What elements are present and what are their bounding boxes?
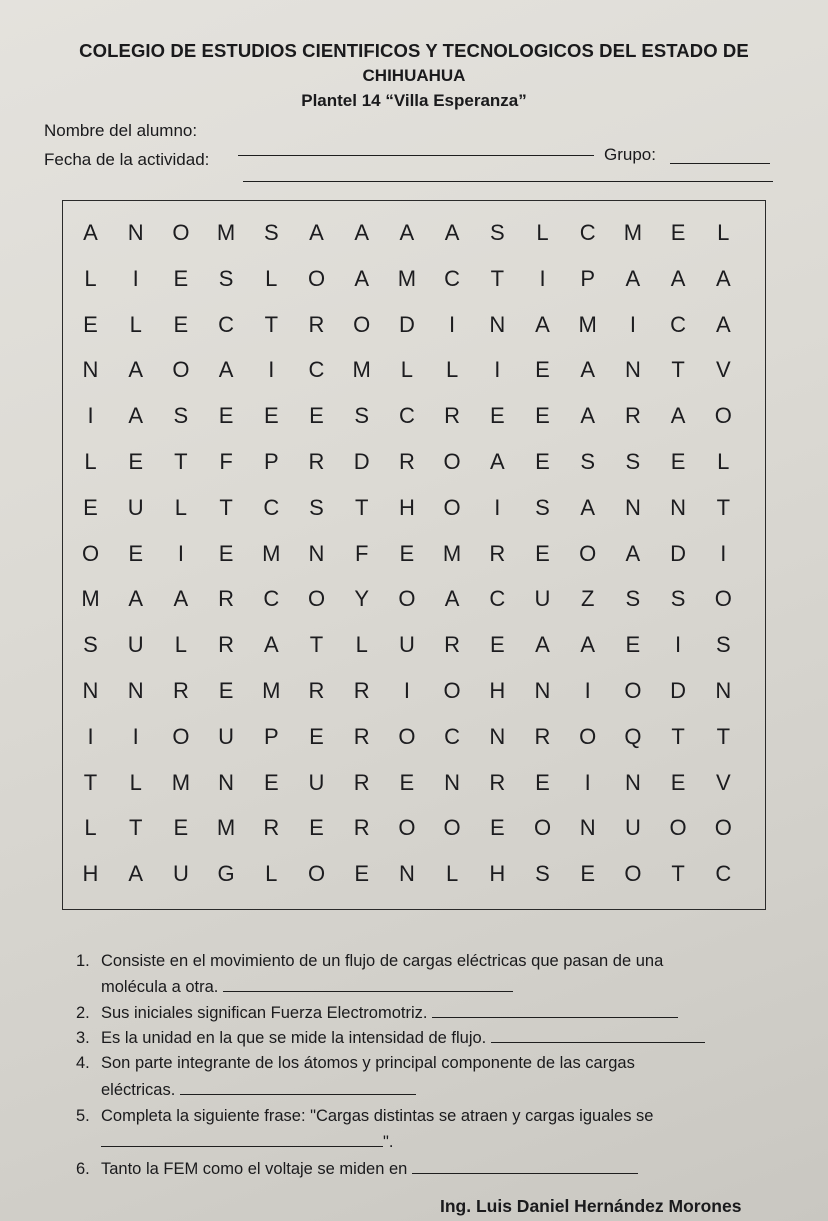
word-search-letter[interactable]: E bbox=[399, 540, 415, 566]
word-search-letter[interactable]: I bbox=[403, 678, 410, 703]
group-line[interactable] bbox=[670, 163, 770, 164]
word-search-letter[interactable]: R bbox=[218, 632, 235, 658]
word-search-letter[interactable]: O bbox=[624, 861, 642, 887]
word-search-letter[interactable]: I bbox=[584, 678, 591, 703]
word-search-letter[interactable]: A bbox=[580, 403, 596, 429]
word-search-letter[interactable]: I bbox=[177, 540, 184, 566]
word-search-letter[interactable]: A bbox=[444, 586, 460, 612]
question-text: Consiste en el movimiento de un flujo de cargas eléctricas que pasan de una bbox=[101, 952, 664, 970]
word-search-letter[interactable]: A bbox=[580, 632, 596, 658]
word-search-letter[interactable]: A bbox=[354, 265, 370, 291]
answer-blank-5[interactable] bbox=[101, 1145, 383, 1147]
question-number: 1. bbox=[76, 952, 90, 970]
word-search-letter[interactable]: O bbox=[624, 678, 642, 703]
word-search-letter[interactable]: C bbox=[715, 861, 732, 887]
word-search-letter[interactable]: C bbox=[444, 723, 461, 749]
word-search-letter[interactable]: L bbox=[174, 632, 188, 658]
word-search-letter[interactable]: T bbox=[716, 494, 731, 520]
word-search-letter[interactable]: A bbox=[535, 311, 550, 337]
word-search-letter[interactable]: U bbox=[218, 723, 235, 749]
word-search-letter[interactable]: E bbox=[309, 723, 324, 749]
word-search-letter[interactable]: S bbox=[580, 449, 596, 474]
word-search-letter[interactable]: A bbox=[128, 861, 144, 887]
word-search-letter[interactable]: R bbox=[398, 449, 415, 474]
question-3 bbox=[76, 1029, 705, 1048]
word-search-letter[interactable]: I bbox=[494, 357, 501, 383]
question-text: Completa la siguiente frase: "Cargas distintas se atraen y cargas iguales se bbox=[101, 1107, 654, 1125]
word-search-row bbox=[62, 305, 766, 345]
word-search-letter[interactable]: S bbox=[715, 632, 731, 658]
word-search-letter[interactable]: A bbox=[670, 265, 686, 291]
word-search-letter[interactable]: T bbox=[354, 494, 369, 520]
word-search-letter[interactable]: R bbox=[353, 678, 370, 703]
word-search-letter[interactable]: A bbox=[444, 220, 460, 245]
question-1-continuation bbox=[101, 978, 513, 997]
word-search-letter[interactable]: T bbox=[174, 449, 188, 474]
word-search-letter[interactable]: A bbox=[489, 449, 505, 474]
word-search-letter[interactable]: I bbox=[132, 265, 139, 291]
word-search-letter[interactable]: C bbox=[579, 220, 596, 245]
word-search-letter[interactable]: U bbox=[398, 632, 415, 658]
word-search-letter[interactable]: C bbox=[444, 265, 461, 291]
word-search-letter[interactable]: R bbox=[444, 403, 461, 429]
word-search-letter[interactable]: S bbox=[309, 494, 324, 520]
word-search-letter[interactable]: R bbox=[489, 540, 506, 566]
word-search-letter[interactable]: N bbox=[624, 494, 641, 520]
student-name-line[interactable] bbox=[238, 155, 594, 156]
word-search-letter[interactable]: M bbox=[578, 311, 597, 337]
word-search-letter[interactable]: R bbox=[353, 815, 370, 841]
word-search-letter[interactable]: L bbox=[265, 861, 278, 887]
word-search-letter[interactable]: O bbox=[714, 586, 732, 612]
word-search-letter[interactable]: M bbox=[262, 540, 281, 566]
word-search-letter[interactable]: A bbox=[399, 220, 415, 245]
word-search-letter[interactable]: L bbox=[84, 815, 97, 841]
word-search-letter[interactable]: T bbox=[671, 723, 685, 749]
word-search-letter[interactable]: I bbox=[449, 311, 456, 337]
word-search-letter[interactable]: E bbox=[83, 494, 98, 520]
word-search-letter[interactable]: A bbox=[128, 586, 144, 612]
answer-blank-4[interactable] bbox=[180, 1093, 416, 1095]
word-search-letter[interactable]: N bbox=[444, 769, 461, 795]
word-search-letter[interactable]: O bbox=[307, 265, 326, 291]
word-search-letter[interactable]: S bbox=[218, 265, 234, 291]
word-search-letter[interactable]: A bbox=[625, 540, 641, 566]
word-search-letter[interactable]: U bbox=[172, 861, 189, 887]
word-search-letter[interactable]: O bbox=[398, 586, 416, 612]
word-search-letter[interactable]: H bbox=[489, 861, 506, 887]
word-search-letter[interactable]: L bbox=[84, 449, 97, 474]
word-search-letter[interactable]: E bbox=[535, 769, 550, 795]
word-search-letter[interactable]: O bbox=[172, 220, 190, 245]
word-search-letter[interactable]: R bbox=[308, 678, 325, 703]
word-search-letter[interactable]: E bbox=[173, 815, 189, 841]
word-search-letter[interactable]: N bbox=[127, 678, 144, 703]
word-search-letter[interactable]: O bbox=[307, 586, 326, 612]
word-search-letter[interactable]: R bbox=[444, 632, 461, 658]
word-search-letter[interactable]: N bbox=[398, 861, 415, 887]
word-search-letter[interactable]: Z bbox=[580, 586, 595, 612]
word-search-letter[interactable]: N bbox=[624, 357, 641, 383]
word-search-letter[interactable]: R bbox=[218, 586, 235, 612]
word-search-letter[interactable]: A bbox=[625, 265, 641, 291]
word-search-letter[interactable]: S bbox=[83, 632, 98, 658]
word-search-letter[interactable]: O bbox=[172, 357, 190, 383]
word-search-letter[interactable]: E bbox=[535, 403, 550, 429]
group-label: Grupo: bbox=[604, 145, 656, 164]
word-search-letter[interactable]: E bbox=[489, 403, 505, 429]
word-search-letter[interactable]: C bbox=[489, 586, 506, 612]
question-text-continuation: molécula a otra. bbox=[101, 978, 219, 996]
word-search-letter[interactable]: I bbox=[87, 403, 94, 429]
word-search-letter[interactable]: A bbox=[580, 494, 596, 520]
word-search-letter[interactable]: E bbox=[535, 449, 550, 474]
word-search-letter[interactable]: A bbox=[535, 632, 550, 658]
answer-blank-6[interactable] bbox=[412, 1172, 638, 1174]
word-search-letter[interactable]: O bbox=[307, 861, 326, 887]
school-name: COLEGIO DE ESTUDIOS CIENTIFICOS Y TECNOLOGICOS DEL ESTADO DE bbox=[79, 40, 749, 61]
word-search-row bbox=[62, 854, 766, 894]
word-search-letter[interactable]: M bbox=[216, 220, 236, 245]
word-search-letter[interactable]: P bbox=[263, 723, 279, 749]
word-search-letter[interactable]: L bbox=[84, 265, 97, 291]
word-search-letter[interactable]: S bbox=[489, 220, 505, 245]
word-search-letter[interactable]: D bbox=[353, 449, 370, 474]
word-search-letter[interactable]: T bbox=[716, 723, 731, 749]
word-search-letter[interactable]: O bbox=[398, 723, 416, 749]
word-search-row bbox=[62, 625, 766, 665]
word-search-letter[interactable]: O bbox=[443, 678, 461, 703]
word-search-letter[interactable]: N bbox=[308, 540, 325, 566]
word-search-row bbox=[62, 717, 766, 757]
word-search-letter[interactable]: L bbox=[265, 265, 278, 291]
word-search-row bbox=[62, 350, 766, 390]
answer-blank-2[interactable] bbox=[432, 1016, 678, 1018]
word-search-letter[interactable]: A bbox=[715, 311, 731, 337]
campus-name: Plantel 14 “Villa Esperanza” bbox=[301, 91, 527, 110]
word-search-letter[interactable]: N bbox=[218, 769, 235, 795]
word-search-letter[interactable]: E bbox=[128, 449, 144, 474]
word-search-letter[interactable]: C bbox=[218, 311, 235, 337]
question-2 bbox=[76, 1004, 678, 1023]
word-search-letter[interactable]: D bbox=[670, 540, 687, 566]
word-search-letter[interactable]: U bbox=[127, 632, 144, 658]
word-search-letter[interactable]: O bbox=[533, 815, 552, 841]
word-search-letter[interactable]: U bbox=[624, 815, 641, 841]
word-search-letter[interactable]: L bbox=[129, 311, 142, 337]
word-search-letter[interactable]: U bbox=[127, 494, 144, 520]
word-search-letter[interactable]: H bbox=[82, 861, 99, 887]
word-search-row bbox=[62, 579, 766, 619]
word-search-letter[interactable]: A bbox=[263, 632, 279, 658]
word-search-letter[interactable]: M bbox=[623, 220, 643, 245]
word-search-letter[interactable]: I bbox=[629, 311, 636, 337]
word-search-letter[interactable]: O bbox=[714, 815, 732, 841]
word-search-letter[interactable]: T bbox=[128, 815, 143, 841]
question-5-continuation bbox=[101, 1133, 393, 1152]
word-search-letter[interactable]: N bbox=[127, 220, 144, 245]
word-search-letter[interactable]: N bbox=[82, 357, 99, 383]
word-search-letter[interactable]: A bbox=[173, 586, 189, 612]
question-text: Es la unidad en la que se mide la intensidad de flujo. bbox=[101, 1029, 487, 1047]
question-text-continuation: eléctricas. bbox=[101, 1081, 176, 1099]
answer-blank-1[interactable] bbox=[223, 990, 513, 992]
word-search-letter[interactable]: N bbox=[715, 678, 732, 703]
word-search-letter[interactable]: U bbox=[534, 586, 551, 612]
word-search-letter[interactable]: S bbox=[625, 449, 641, 474]
word-search-letter[interactable]: E bbox=[399, 769, 415, 795]
word-search-letter[interactable]: O bbox=[172, 723, 190, 749]
word-search-letter[interactable]: R bbox=[489, 769, 506, 795]
word-search-letter[interactable]: L bbox=[445, 861, 459, 887]
word-search-letter[interactable]: E bbox=[173, 311, 189, 337]
question-number: 6. bbox=[76, 1160, 90, 1178]
word-search-letter[interactable]: C bbox=[263, 586, 280, 612]
student-name-label: Nombre del alumno: bbox=[44, 121, 198, 140]
question-1 bbox=[76, 952, 663, 971]
word-search-letter[interactable]: L bbox=[129, 769, 142, 795]
word-search-letter[interactable]: R bbox=[308, 311, 325, 337]
word-search-letter[interactable]: E bbox=[309, 815, 324, 841]
word-search-letter[interactable]: I bbox=[268, 357, 275, 383]
word-search-letter[interactable]: O bbox=[443, 815, 461, 841]
word-search-row bbox=[62, 808, 766, 848]
word-search-letter[interactable]: C bbox=[670, 311, 687, 337]
word-search-letter[interactable]: D bbox=[670, 678, 687, 703]
word-search-letter[interactable]: R bbox=[353, 769, 370, 795]
word-search-letter[interactable]: T bbox=[671, 357, 685, 383]
word-search-letter[interactable]: A bbox=[128, 357, 144, 383]
word-search-letter[interactable]: I bbox=[132, 723, 139, 749]
word-search-letter[interactable]: Q bbox=[624, 723, 642, 749]
word-search-letter[interactable]: E bbox=[263, 403, 279, 429]
question-number: 5. bbox=[76, 1107, 90, 1125]
word-search-row bbox=[62, 442, 766, 482]
question-4 bbox=[76, 1054, 635, 1073]
word-search-letter[interactable]: O bbox=[398, 815, 416, 841]
word-search-letter[interactable]: O bbox=[443, 494, 461, 520]
word-search-letter[interactable]: E bbox=[83, 311, 98, 337]
question-number: 4. bbox=[76, 1054, 90, 1072]
word-search-letter[interactable]: F bbox=[354, 540, 369, 566]
word-search-letter[interactable]: E bbox=[218, 678, 234, 703]
state-name: CHIHUAHUA bbox=[362, 66, 466, 85]
word-search-letter[interactable]: V bbox=[715, 357, 731, 383]
word-search-letter[interactable]: E bbox=[625, 632, 641, 658]
word-search-letter[interactable]: N bbox=[489, 723, 506, 749]
word-search-letter[interactable]: T bbox=[309, 632, 324, 658]
teacher-signature: Ing. Luis Daniel Hernández Morones bbox=[440, 1196, 742, 1216]
word-search-letter[interactable]: S bbox=[173, 403, 189, 429]
date-label: Fecha de la actividad: bbox=[44, 150, 210, 169]
word-search-letter[interactable]: C bbox=[308, 357, 325, 383]
word-search-letter[interactable]: L bbox=[445, 357, 459, 383]
word-search-row bbox=[62, 488, 766, 528]
word-search-row bbox=[62, 534, 766, 574]
word-search-letter[interactable]: H bbox=[489, 678, 506, 703]
word-search-letter[interactable]: I bbox=[584, 769, 591, 795]
word-search-letter[interactable]: R bbox=[263, 815, 280, 841]
word-search-letter[interactable]: A bbox=[309, 220, 324, 245]
word-search-letter[interactable]: T bbox=[671, 861, 685, 887]
word-search-letter[interactable]: I bbox=[494, 494, 501, 520]
word-search-letter[interactable]: A bbox=[354, 220, 370, 245]
word-search-row bbox=[62, 259, 766, 299]
word-search-letter[interactable]: T bbox=[490, 265, 505, 291]
word-search-letter[interactable]: E bbox=[535, 540, 550, 566]
word-search-letter[interactable]: E bbox=[263, 769, 279, 795]
word-search-letter[interactable]: O bbox=[714, 403, 732, 429]
word-search-letter[interactable]: S bbox=[535, 494, 550, 520]
word-search-letter[interactable]: S bbox=[354, 403, 370, 429]
word-search-row bbox=[62, 671, 766, 711]
word-search-letter[interactable]: M bbox=[397, 265, 417, 291]
word-search-letter[interactable]: O bbox=[579, 723, 597, 749]
word-search-letter[interactable]: R bbox=[534, 723, 551, 749]
word-search-letter[interactable]: R bbox=[353, 723, 370, 749]
word-search-letter[interactable]: A bbox=[218, 357, 234, 383]
word-search-letter[interactable]: M bbox=[171, 769, 191, 795]
word-search-letter[interactable]: S bbox=[670, 586, 686, 612]
word-search-letter[interactable]: R bbox=[624, 403, 641, 429]
word-search-letter[interactable]: L bbox=[174, 494, 188, 520]
word-search-letter[interactable]: A bbox=[83, 220, 98, 245]
word-search-letter[interactable]: P bbox=[580, 265, 596, 291]
word-search-letter[interactable]: C bbox=[398, 403, 415, 429]
word-search-letter[interactable]: N bbox=[534, 678, 551, 703]
question-text: Tanto la FEM como el voltaje se miden en bbox=[101, 1160, 408, 1178]
word-search-letter[interactable]: C bbox=[263, 494, 280, 520]
word-search-letter[interactable]: M bbox=[216, 815, 236, 841]
word-search-letter[interactable]: E bbox=[218, 403, 234, 429]
question-4-continuation bbox=[101, 1081, 416, 1100]
question-text: Sus iniciales significan Fuerza Electromotriz. bbox=[101, 1004, 428, 1022]
word-search-letter[interactable]: O bbox=[353, 311, 371, 337]
word-search-row bbox=[62, 763, 766, 803]
word-search-letter[interactable]: O bbox=[579, 540, 597, 566]
word-search-letter[interactable]: N bbox=[489, 311, 506, 337]
word-search-letter[interactable]: I bbox=[87, 723, 94, 749]
word-search-letter[interactable]: L bbox=[400, 357, 414, 383]
word-search-letter[interactable]: M bbox=[352, 357, 371, 383]
word-search-letter[interactable]: T bbox=[83, 769, 98, 795]
word-search-letter[interactable]: S bbox=[625, 586, 641, 612]
word-search-letter[interactable]: O bbox=[669, 815, 687, 841]
word-search-letter[interactable]: E bbox=[218, 540, 234, 566]
word-search-letter[interactable]: M bbox=[81, 586, 100, 612]
word-search-letter[interactable]: R bbox=[172, 678, 189, 703]
word-search-letter[interactable]: G bbox=[217, 861, 235, 887]
word-search-letter[interactable]: A bbox=[715, 265, 731, 291]
word-search-letter[interactable]: O bbox=[443, 449, 461, 474]
word-search-letter[interactable]: A bbox=[128, 403, 144, 429]
word-search-letter[interactable]: E bbox=[535, 357, 550, 383]
word-search-letter[interactable]: N bbox=[579, 815, 596, 841]
word-search-letter[interactable]: I bbox=[539, 265, 546, 291]
question-6 bbox=[76, 1160, 638, 1179]
word-search-letter[interactable]: T bbox=[264, 311, 279, 337]
word-search-letter[interactable]: L bbox=[717, 449, 730, 474]
word-search-letter[interactable]: U bbox=[308, 769, 325, 795]
question-number: 3. bbox=[76, 1029, 90, 1047]
word-search-letter[interactable]: E bbox=[128, 540, 144, 566]
word-search-letter[interactable]: V bbox=[715, 769, 731, 795]
word-search-letter[interactable]: T bbox=[219, 494, 233, 520]
word-search-letter[interactable]: O bbox=[81, 540, 100, 566]
answer-blank-3[interactable] bbox=[491, 1041, 705, 1043]
word-search-letter[interactable]: Y bbox=[354, 586, 370, 612]
word-search-letter[interactable]: E bbox=[670, 449, 686, 474]
word-search-letter[interactable]: P bbox=[263, 449, 279, 474]
word-search-letter[interactable]: N bbox=[82, 678, 99, 703]
word-search-letter[interactable]: I bbox=[720, 540, 727, 566]
word-search-row bbox=[62, 396, 766, 436]
word-search-letter[interactable]: R bbox=[308, 449, 325, 474]
question-text: Son parte integrante de los átomos y principal componente de las cargas bbox=[101, 1054, 635, 1072]
word-search-letter[interactable]: A bbox=[670, 403, 686, 429]
word-search-letter[interactable]: A bbox=[580, 357, 596, 383]
word-search-letter[interactable]: E bbox=[489, 632, 505, 658]
word-search-row bbox=[62, 213, 766, 253]
word-search-letter[interactable]: E bbox=[309, 403, 324, 429]
word-search-letter[interactable]: L bbox=[536, 220, 549, 245]
word-search-letter[interactable]: E bbox=[670, 220, 686, 245]
word-search-letter[interactable]: E bbox=[489, 815, 505, 841]
word-search-letter[interactable]: E bbox=[354, 861, 370, 887]
word-search-letter[interactable]: S bbox=[535, 861, 550, 887]
word-search-letter[interactable]: N bbox=[624, 769, 641, 795]
date-line[interactable] bbox=[243, 181, 773, 182]
word-search-letter[interactable]: H bbox=[398, 494, 415, 520]
word-search-letter[interactable]: E bbox=[670, 769, 686, 795]
question-text-continuation: ". bbox=[383, 1133, 394, 1151]
word-search-letter[interactable]: E bbox=[580, 861, 596, 887]
word-search-letter[interactable]: S bbox=[263, 220, 279, 245]
word-search-letter[interactable]: M bbox=[262, 678, 281, 703]
word-search-letter[interactable]: M bbox=[442, 540, 462, 566]
word-search-letter[interactable]: L bbox=[717, 220, 730, 245]
question-number: 2. bbox=[76, 1004, 90, 1022]
word-search-letter[interactable]: N bbox=[670, 494, 687, 520]
question-5 bbox=[76, 1107, 653, 1126]
word-search-letter[interactable]: E bbox=[173, 265, 189, 291]
word-search-letter[interactable]: F bbox=[219, 449, 233, 474]
word-search-letter[interactable]: L bbox=[355, 632, 368, 658]
word-search-letter[interactable]: I bbox=[675, 632, 682, 658]
word-search-letter[interactable]: D bbox=[398, 311, 415, 337]
